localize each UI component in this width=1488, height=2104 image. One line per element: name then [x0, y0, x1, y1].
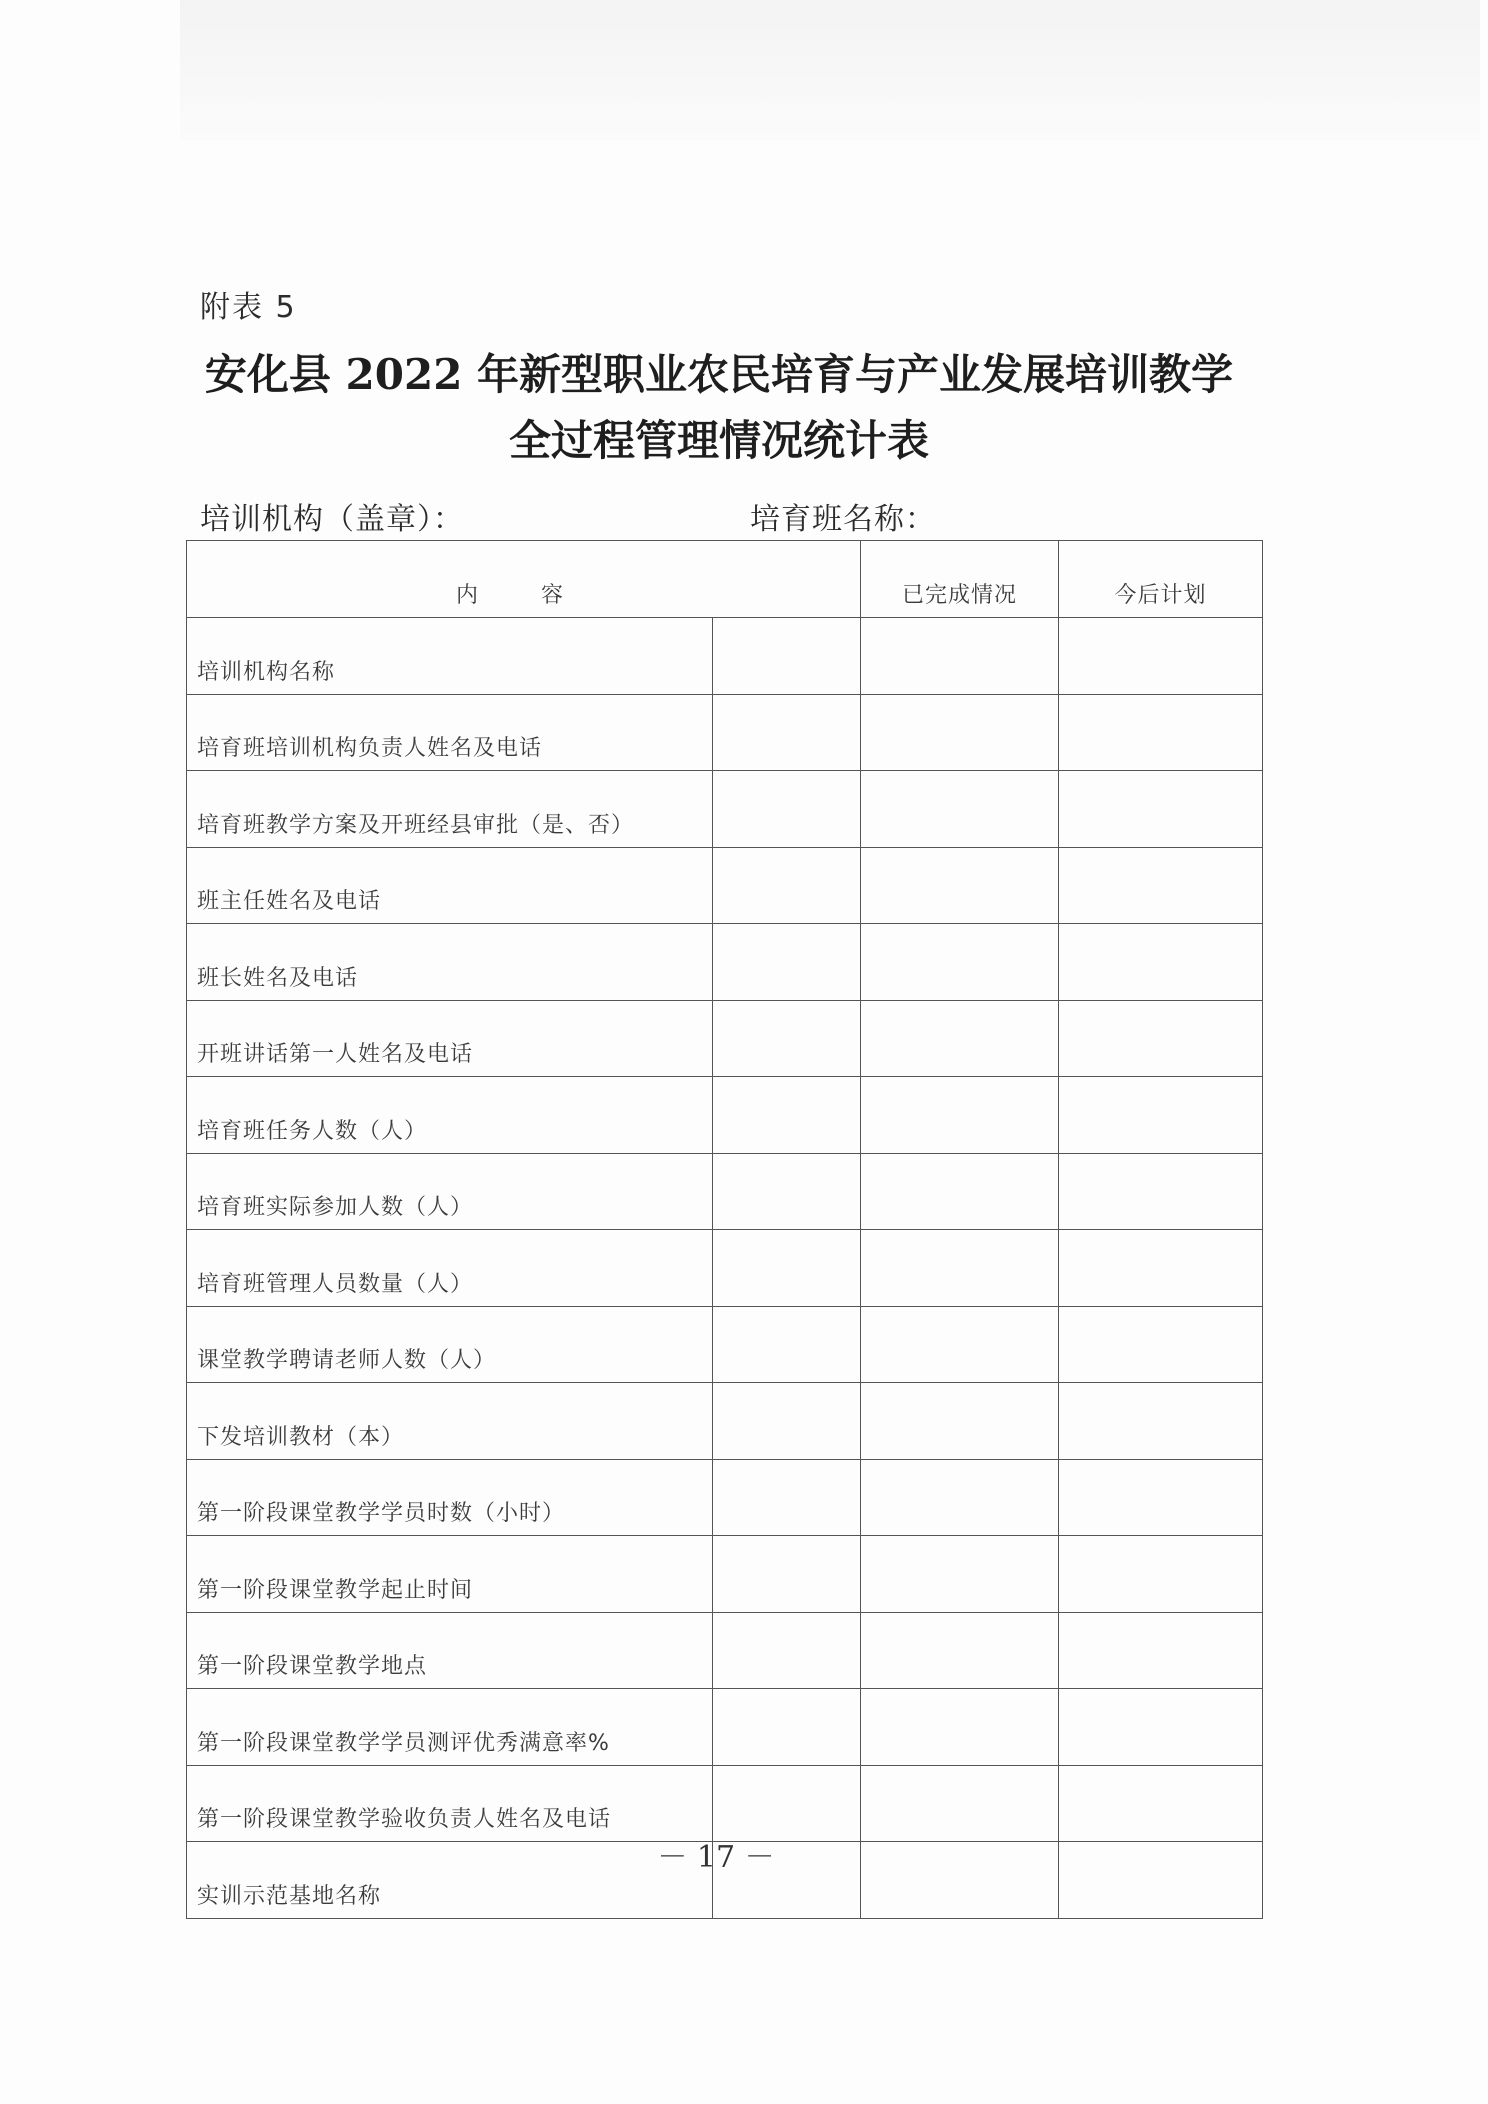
row-detail-cell[interactable]: [713, 924, 861, 1001]
plan-cell[interactable]: [1059, 1689, 1263, 1766]
plan-cell[interactable]: [1059, 1383, 1263, 1460]
row-detail-cell[interactable]: [713, 618, 861, 695]
row-detail-cell[interactable]: [713, 1230, 861, 1307]
completed-cell[interactable]: [861, 1689, 1059, 1766]
page-number: [0, 1832, 1488, 1876]
header-completed: 已完成情况: [861, 541, 1059, 618]
row-label: 第一阶段课堂教学验收负责人姓名及电话: [187, 1765, 713, 1842]
completed-cell[interactable]: [861, 1459, 1059, 1536]
plan-cell[interactable]: [1059, 618, 1263, 695]
row-label: 培育班管理人员数量（人）: [187, 1230, 713, 1307]
table-row: [187, 1459, 1263, 1536]
table-row: [187, 618, 1263, 695]
completed-cell[interactable]: [861, 1612, 1059, 1689]
plan-cell[interactable]: [1059, 1230, 1263, 1307]
row-detail-cell[interactable]: [713, 1536, 861, 1613]
document-title: [0, 342, 1488, 474]
row-detail-cell[interactable]: [713, 1077, 861, 1154]
completed-cell[interactable]: [861, 1536, 1059, 1613]
completed-cell[interactable]: [861, 1383, 1059, 1460]
training-org-field-label: 培训机构（盖章）：: [200, 502, 464, 537]
row-label: 第一阶段课堂教学地点: [187, 1612, 713, 1689]
header-content: 内 容: [187, 541, 861, 618]
completed-cell[interactable]: [861, 1230, 1059, 1307]
row-detail-cell[interactable]: [713, 1000, 861, 1077]
row-label: 第一阶段课堂教学起止时间: [187, 1536, 713, 1613]
table-row: [187, 1306, 1263, 1383]
row-detail-cell[interactable]: [713, 1612, 861, 1689]
title-line-1: 安化县 2022 年新型职业农民培育与产业发展培训教学: [204, 350, 1234, 399]
table-row: [187, 924, 1263, 1001]
row-label: 培训机构名称: [187, 618, 713, 695]
table-row: [187, 1077, 1263, 1154]
plan-cell[interactable]: [1059, 1536, 1263, 1613]
table-row: [187, 771, 1263, 848]
row-detail-cell[interactable]: [713, 694, 861, 771]
row-label: 班长姓名及电话: [187, 924, 713, 1001]
plan-cell[interactable]: [1059, 771, 1263, 848]
row-detail-cell[interactable]: [713, 847, 861, 924]
completed-cell[interactable]: [861, 771, 1059, 848]
table-row: [187, 1383, 1263, 1460]
row-detail-cell[interactable]: [713, 1689, 861, 1766]
completed-cell[interactable]: [861, 1765, 1059, 1842]
row-detail-cell[interactable]: [713, 771, 861, 848]
row-label: 下发培训教材（本）: [187, 1383, 713, 1460]
scan-shading: [180, 0, 1480, 140]
appendix-label: 附表 5: [200, 290, 297, 325]
plan-cell[interactable]: [1059, 694, 1263, 771]
table-row: [187, 1153, 1263, 1230]
plan-cell[interactable]: [1059, 1612, 1263, 1689]
table-row: [187, 1689, 1263, 1766]
table-row: [187, 1000, 1263, 1077]
plan-cell[interactable]: [1059, 1459, 1263, 1536]
completed-cell[interactable]: [861, 1000, 1059, 1077]
page-number-text: － 17 －: [657, 1840, 775, 1875]
table-row: [187, 1765, 1263, 1842]
plan-cell[interactable]: [1059, 1153, 1263, 1230]
title-line-2: 全过程管理情况统计表: [508, 416, 929, 465]
completed-cell[interactable]: [861, 924, 1059, 1001]
plan-cell[interactable]: [1059, 1306, 1263, 1383]
row-detail-cell[interactable]: [713, 1765, 861, 1842]
plan-cell[interactable]: [1059, 1077, 1263, 1154]
table-header-row: [187, 541, 1263, 618]
completed-cell[interactable]: [861, 847, 1059, 924]
row-label: 培育班任务人数（人）: [187, 1077, 713, 1154]
table-row: [187, 847, 1263, 924]
row-detail-cell[interactable]: [713, 1383, 861, 1460]
row-label: 培育班实际参加人数（人）: [187, 1153, 713, 1230]
completed-cell[interactable]: [861, 1306, 1059, 1383]
completed-cell[interactable]: [861, 694, 1059, 771]
row-label: 第一阶段课堂教学学员测评优秀满意率%: [187, 1689, 713, 1766]
row-detail-cell[interactable]: [713, 1153, 861, 1230]
row-label: 第一阶段课堂教学学员时数（小时）: [187, 1459, 713, 1536]
table-row: [187, 1612, 1263, 1689]
class-name-field-label: 培育班名称：: [750, 502, 936, 537]
table-row: [187, 694, 1263, 771]
row-detail-cell[interactable]: [713, 1459, 861, 1536]
header-plan: 今后计划: [1059, 541, 1263, 618]
row-label: 培育班培训机构负责人姓名及电话: [187, 694, 713, 771]
row-label: 班主任姓名及电话: [187, 847, 713, 924]
completed-cell[interactable]: [861, 1077, 1059, 1154]
plan-cell[interactable]: [1059, 924, 1263, 1001]
table-body: [187, 618, 1263, 1919]
statistics-table: [186, 540, 1263, 1919]
table-row: [187, 1536, 1263, 1613]
row-detail-cell[interactable]: [713, 1306, 861, 1383]
row-label: 实训示范基地名称: [187, 1842, 713, 1919]
plan-cell[interactable]: [1059, 1765, 1263, 1842]
completed-cell[interactable]: [861, 618, 1059, 695]
table-row: [187, 1230, 1263, 1307]
row-label: 课堂教学聘请老师人数（人）: [187, 1306, 713, 1383]
row-label: 培育班教学方案及开班经县审批（是、否）: [187, 771, 713, 848]
row-label: 开班讲话第一人姓名及电话: [187, 1000, 713, 1077]
plan-cell[interactable]: [1059, 847, 1263, 924]
plan-cell[interactable]: [1059, 1000, 1263, 1077]
completed-cell[interactable]: [861, 1153, 1059, 1230]
